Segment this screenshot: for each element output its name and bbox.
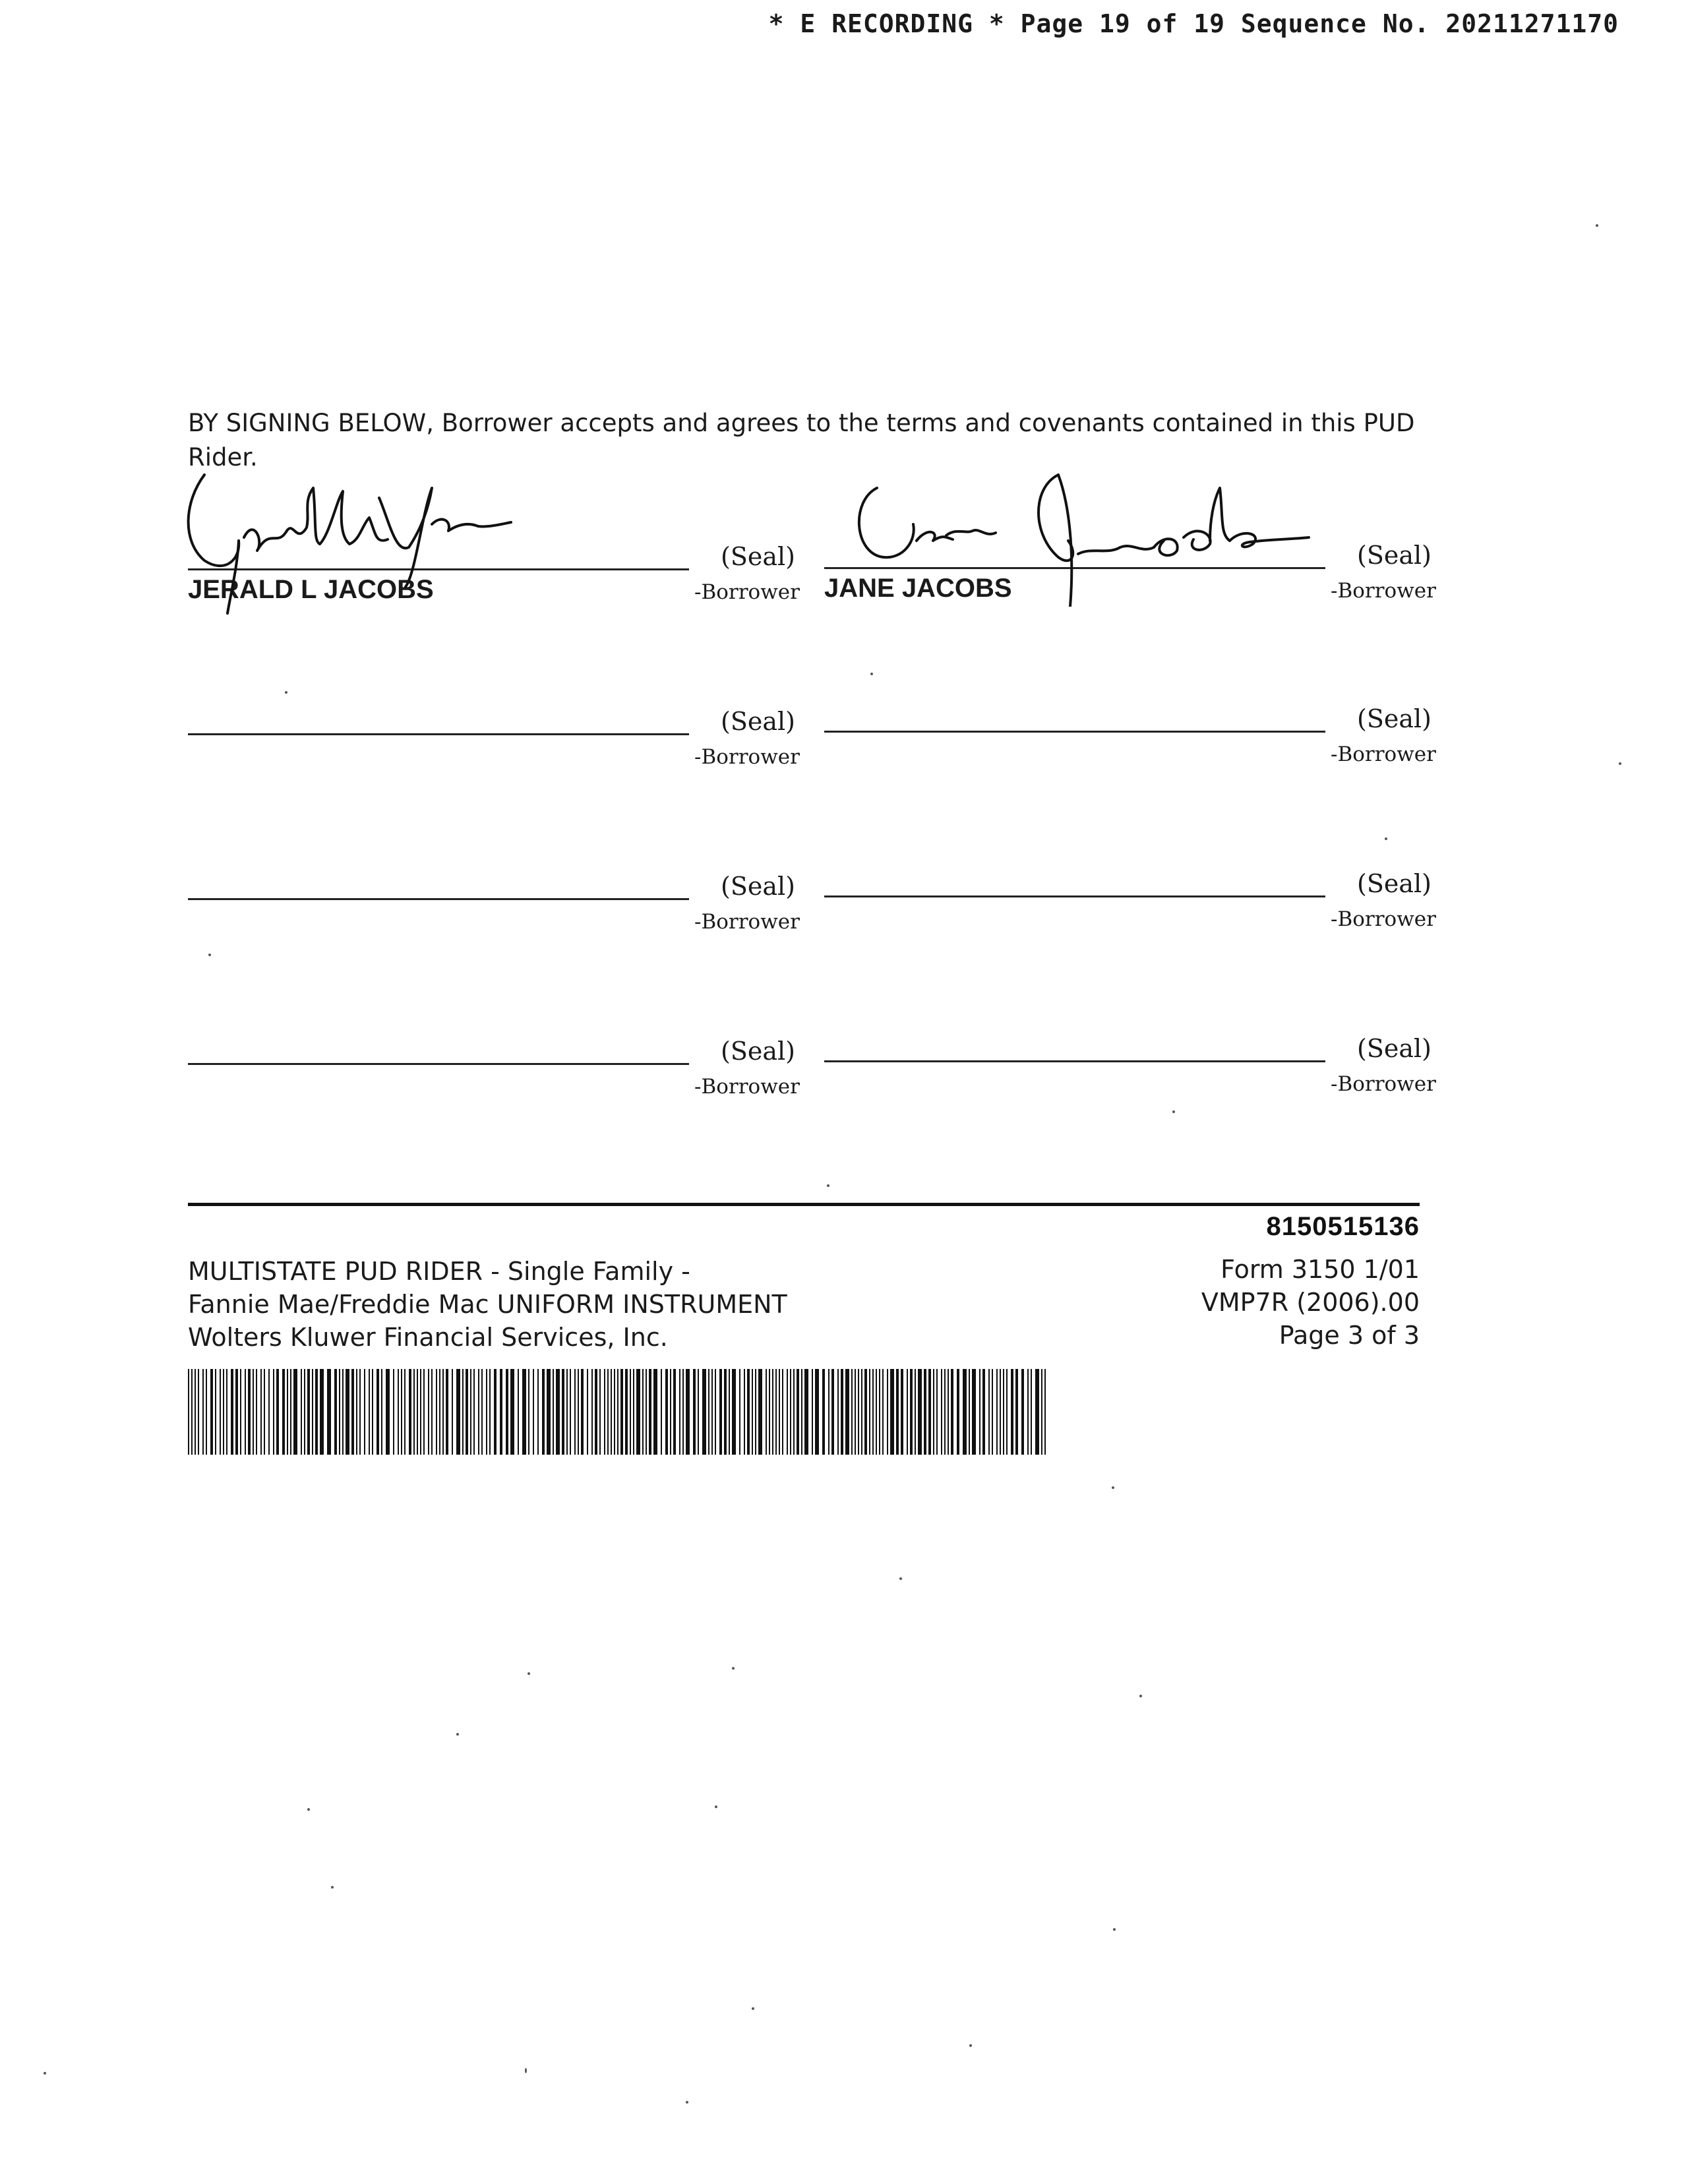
barcode-bar: [910, 1369, 913, 1455]
scan-speck: [1385, 837, 1387, 840]
signature-block-6: [824, 869, 1436, 942]
form-title-line: MULTISTATE PUD RIDER - Single Family -: [188, 1257, 690, 1286]
scan-speck: [715, 1805, 717, 1808]
barcode-bar: [779, 1369, 780, 1455]
borrower-label: -Borrower: [1331, 743, 1436, 766]
barcode-bar: [992, 1369, 993, 1455]
barcode-bar: [969, 1369, 970, 1455]
barcode-bar: [223, 1369, 224, 1455]
barcode-bar: [356, 1369, 357, 1455]
barcode-bar: [436, 1369, 437, 1455]
scan-speck: [686, 2101, 688, 2104]
barcode-bar: [804, 1369, 808, 1455]
barcode-bar: [698, 1369, 699, 1455]
barcode-bar: [1006, 1369, 1008, 1455]
seal-label: (Seal): [1357, 869, 1432, 898]
barcode-bar: [963, 1369, 967, 1455]
signature-block-8: [824, 1034, 1436, 1107]
barcode-bar: [304, 1369, 305, 1455]
barcode-bar: [470, 1369, 471, 1455]
barcode-bar: [506, 1369, 508, 1455]
barcode-bar: [533, 1369, 534, 1455]
borrower-label: -Borrower: [1331, 1072, 1436, 1096]
barcode-bar: [636, 1369, 640, 1455]
signature-block-2: [824, 541, 1436, 613]
barcode-bar: [562, 1369, 564, 1455]
barcode-bar: [719, 1369, 722, 1455]
barcode-bar: [293, 1369, 297, 1455]
scan-speck: [1596, 224, 1598, 227]
barcode-bar: [537, 1369, 539, 1455]
barcode-bar: [879, 1369, 880, 1455]
borrower-label: -Borrower: [694, 580, 800, 604]
barcode-bar: [210, 1369, 213, 1455]
barcode-bar: [837, 1369, 839, 1455]
barcode-bar: [547, 1369, 551, 1455]
barcode-bar: [646, 1369, 647, 1455]
signature-line: [188, 733, 689, 735]
barcode-bar: [739, 1369, 740, 1455]
barcode-bar: [494, 1369, 497, 1455]
signature-line: [188, 568, 689, 570]
barcode-bar: [566, 1369, 568, 1455]
barcode-bar: [401, 1369, 402, 1455]
barcode-bar: [876, 1369, 877, 1455]
barcode-bar: [312, 1369, 313, 1455]
barcode-bar: [191, 1369, 193, 1455]
form-title-line: Wolters Kluwer Financial Services, Inc.: [188, 1323, 668, 1352]
seal-label: (Seal): [721, 707, 795, 736]
barcode-bar: [936, 1369, 938, 1455]
barcode-bar: [887, 1369, 888, 1455]
barcode-bar: [693, 1369, 696, 1455]
barcode-bar: [198, 1369, 199, 1455]
barcode-bar: [724, 1369, 727, 1455]
barcode-bar: [456, 1369, 460, 1455]
barcode-bar: [556, 1369, 560, 1455]
barcode-bar: [220, 1369, 221, 1455]
signer-name-2: JANE JACOBS: [824, 574, 1012, 603]
barcode-bar: [393, 1369, 394, 1455]
scan-speck: [969, 2044, 972, 2047]
barcode-bar: [766, 1369, 767, 1455]
barcode-bar: [206, 1369, 207, 1455]
barcode-bar: [915, 1369, 916, 1455]
borrower-label: -Borrower: [1331, 907, 1436, 931]
scan-speck: [899, 1577, 902, 1580]
barcode-bar: [581, 1369, 584, 1455]
barcode-bar: [633, 1369, 634, 1455]
barcode-bar: [686, 1369, 690, 1455]
signature-line: [824, 1060, 1325, 1062]
barcode-bar: [287, 1369, 288, 1455]
signature-line: [824, 731, 1325, 733]
signature-block-4: [824, 704, 1436, 777]
barcode-bar: [841, 1369, 843, 1455]
barcode-bar: [982, 1369, 985, 1455]
seal-label: (Seal): [721, 872, 795, 901]
barcode-bar: [787, 1369, 788, 1455]
barcode-bar: [661, 1369, 662, 1455]
barcode-bar: [431, 1369, 433, 1455]
signature-line: [824, 567, 1325, 569]
barcode-bar: [630, 1369, 631, 1455]
barcode-bar: [428, 1369, 429, 1455]
barcode-bar: [665, 1369, 668, 1455]
scan-speck: [307, 1808, 310, 1811]
barcode-bar: [864, 1369, 867, 1455]
barcode-bar: [851, 1369, 853, 1455]
barcode-bar: [901, 1369, 903, 1455]
barcode-bar: [260, 1369, 262, 1455]
barcode-bar: [253, 1369, 254, 1455]
barcode-bar: [372, 1369, 373, 1455]
scan-speck: [752, 2007, 754, 2010]
barcode-bar: [604, 1369, 605, 1455]
barcode-bar: [386, 1369, 390, 1455]
barcode-bar: [951, 1369, 953, 1455]
barcode-bar: [364, 1369, 365, 1455]
barcode-bar: [831, 1369, 834, 1455]
barcode-bar: [489, 1369, 491, 1455]
form-code: VMP7R (2006).00: [1201, 1288, 1420, 1317]
form-meta: [1201, 1253, 1420, 1352]
barcode-bar: [473, 1369, 475, 1455]
recording-header: * E RECORDING * Page 19 of 19 Sequence No. 20211271170: [768, 9, 1619, 38]
barcode-bar: [649, 1369, 651, 1455]
barcode-bar: [446, 1369, 448, 1455]
barcode-bar: [845, 1369, 849, 1455]
barcode-bar: [307, 1369, 310, 1455]
barcode-bar: [924, 1369, 926, 1455]
scan-speck: [870, 673, 873, 675]
barcode-bar: [481, 1369, 483, 1455]
barcode-bar: [625, 1369, 628, 1455]
barcode-bar: [188, 1369, 189, 1455]
seal-label: (Seal): [721, 1037, 795, 1066]
barcode-icon: [188, 1369, 1052, 1455]
barcode-bar: [359, 1369, 361, 1455]
barcode-bar: [510, 1369, 514, 1455]
barcode-bar: [711, 1369, 713, 1455]
barcode-bar: [439, 1369, 440, 1455]
barcode-bar: [264, 1369, 265, 1455]
signer-name-1: JERALD L JACOBS: [188, 575, 434, 604]
barcode-bar: [918, 1369, 922, 1455]
barcode-bar: [409, 1369, 411, 1455]
barcode-bar: [500, 1369, 502, 1455]
scan-speck: [44, 2072, 46, 2075]
barcode-bar: [528, 1369, 529, 1455]
scan-speck: [208, 954, 211, 956]
scan-speck: [528, 1672, 530, 1675]
barcode-bar: [320, 1369, 324, 1455]
signature-block-1: [188, 542, 800, 615]
barcode-bar: [578, 1369, 579, 1455]
barcode-bar: [542, 1369, 545, 1455]
scan-speck: [285, 691, 287, 694]
barcode-bar: [801, 1369, 802, 1455]
barcode-bar: [822, 1369, 825, 1455]
barcode-bar: [342, 1369, 344, 1455]
barcode-bar: [944, 1369, 946, 1455]
barcode-bar: [553, 1369, 554, 1455]
seal-label: (Seal): [1357, 1034, 1432, 1063]
barcode-bar: [1041, 1369, 1042, 1455]
barcode-bar: [591, 1369, 593, 1455]
barcode-bar: [972, 1369, 976, 1455]
signature-line: [188, 1063, 689, 1065]
borrower-label: -Borrower: [694, 910, 800, 934]
barcode-bar: [948, 1369, 949, 1455]
barcode-bar: [1003, 1369, 1004, 1455]
barcode-bar: [702, 1369, 706, 1455]
barcode-bar: [708, 1369, 709, 1455]
page-number: Page 3 of 3: [1279, 1321, 1420, 1350]
barcode-bar: [957, 1369, 959, 1455]
barcode-bar: [369, 1369, 370, 1455]
barcode-bar: [417, 1369, 418, 1455]
barcode-bar: [256, 1369, 257, 1455]
barcode-bar: [828, 1369, 829, 1455]
signature-line: [824, 895, 1325, 897]
form-title: [188, 1255, 787, 1354]
barcode-bar: [1031, 1369, 1032, 1455]
barcode-bar: [933, 1369, 934, 1455]
form-number: Form 3150 1/01: [1221, 1255, 1420, 1284]
barcode-bar: [442, 1369, 444, 1455]
barcode-bar: [611, 1369, 612, 1455]
barcode-bar: [226, 1369, 227, 1455]
barcode-bar: [570, 1369, 571, 1455]
barcode-bar: [268, 1369, 270, 1455]
barcode-bar: [334, 1369, 337, 1455]
barcode-bar: [890, 1369, 894, 1455]
barcode-bar: [907, 1369, 908, 1455]
barcode-bar: [653, 1369, 657, 1455]
barcode-bar: [715, 1369, 716, 1455]
barcode-bar: [1044, 1369, 1046, 1455]
barcode-bar: [346, 1369, 349, 1455]
scan-speck: [1112, 1486, 1114, 1489]
barcode-bar: [301, 1369, 302, 1455]
barcode-bar: [642, 1369, 644, 1455]
barcode-bar: [793, 1369, 795, 1455]
barcode-bar: [462, 1369, 464, 1455]
barcode-bar: [587, 1369, 588, 1455]
barcode-bar: [486, 1369, 487, 1455]
barcode-bar: [466, 1369, 468, 1455]
barcode-bar: [195, 1369, 196, 1455]
barcode-bar: [744, 1369, 745, 1455]
barcode-bar: [574, 1369, 576, 1455]
barcode-bar: [398, 1369, 399, 1455]
signature-block-3: [188, 707, 800, 779]
barcode-bar: [679, 1369, 680, 1455]
loan-number: 8150515136: [1266, 1212, 1420, 1241]
barcode-bar: [478, 1369, 479, 1455]
barcode-bar: [617, 1369, 618, 1455]
barcode-bar: [620, 1369, 623, 1455]
borrower-label: -Borrower: [694, 1075, 800, 1099]
barcode-bar: [1021, 1369, 1024, 1455]
barcode-bar: [755, 1369, 756, 1455]
barcode-bar: [996, 1369, 998, 1455]
barcode-bar: [240, 1369, 241, 1455]
borrower-label: -Borrower: [1331, 579, 1436, 603]
barcode-bar: [896, 1369, 899, 1455]
barcode-bar: [747, 1369, 750, 1455]
barcode-bar: [1015, 1369, 1018, 1455]
barcode-bar: [858, 1369, 859, 1455]
barcode-bar: [339, 1369, 340, 1455]
form-title-line: Fannie Mae/Freddie Mac UNIFORM INSTRUMENT: [188, 1290, 787, 1319]
barcode-bar: [928, 1369, 931, 1455]
barcode-bar: [869, 1369, 870, 1455]
barcode-bar: [595, 1369, 597, 1455]
barcode-bar: [1027, 1369, 1029, 1455]
barcode-bar: [404, 1369, 406, 1455]
barcode-bar: [673, 1369, 676, 1455]
scan-speck: [732, 1667, 735, 1670]
barcode-bar: [772, 1369, 773, 1455]
barcode-bar: [282, 1369, 285, 1455]
seal-label: (Seal): [721, 542, 795, 571]
barcode-bar: [752, 1369, 753, 1455]
barcode-bar: [599, 1369, 601, 1455]
barcode-bar: [979, 1369, 980, 1455]
barcode-bar: [758, 1369, 762, 1455]
barcode-bar: [377, 1369, 379, 1455]
barcode-bar: [423, 1369, 425, 1455]
barcode-bar: [351, 1369, 354, 1455]
barcode-bar: [518, 1369, 519, 1455]
barcode-bar: [1011, 1369, 1013, 1455]
borrower-label: -Borrower: [694, 745, 800, 769]
barcode-bar: [882, 1369, 884, 1455]
barcode-bar: [413, 1369, 415, 1455]
barcode-bar: [248, 1369, 251, 1455]
barcode-bar: [1035, 1369, 1039, 1455]
footer-rule: [188, 1203, 1420, 1206]
seal-label: (Seal): [1357, 704, 1432, 733]
scan-speck: [1113, 1928, 1116, 1931]
barcode-bar: [790, 1369, 791, 1455]
scan-speck: [1619, 762, 1621, 765]
barcode-bar: [775, 1369, 777, 1455]
signature-block-7: [188, 1037, 800, 1109]
barcode-bar: [607, 1369, 609, 1455]
signature-line: [188, 898, 689, 900]
barcode-bar: [452, 1369, 453, 1455]
barcode-bar: [855, 1369, 856, 1455]
barcode-bar: [614, 1369, 615, 1455]
barcode-bar: [988, 1369, 990, 1455]
barcode-bar: [273, 1369, 274, 1455]
barcode-bar: [327, 1369, 331, 1455]
barcode-bar: [769, 1369, 770, 1455]
scan-speck: [1172, 1110, 1175, 1113]
barcode-bar: [245, 1369, 246, 1455]
scan-speck: [827, 1184, 829, 1187]
barcode-bar: [315, 1369, 318, 1455]
barcode-bar: [290, 1369, 291, 1455]
seal-label: (Seal): [1357, 541, 1432, 570]
barcode-bar: [276, 1369, 279, 1455]
scan-speck: [525, 2068, 527, 2073]
barcode-bar: [861, 1369, 862, 1455]
signature-block-5: [188, 872, 800, 944]
barcode-bar: [202, 1369, 204, 1455]
barcode-bar: [812, 1369, 813, 1455]
barcode-bar: [732, 1369, 736, 1455]
barcode-bar: [1000, 1369, 1001, 1455]
barcode-bar: [231, 1369, 233, 1455]
intro-text: BY SIGNING BELOW, Borrower accepts and agrees to the terms and covenants contained in this PUD Rider.: [188, 409, 1415, 471]
barcode-bar: [420, 1369, 421, 1455]
barcode-bar: [782, 1369, 783, 1455]
barcode-bar: [215, 1369, 216, 1455]
barcode-bar: [682, 1369, 684, 1455]
barcode-bar: [815, 1369, 819, 1455]
barcode-bar: [381, 1369, 382, 1455]
barcode-bar: [670, 1369, 671, 1455]
barcode-bar: [872, 1369, 874, 1455]
scan-speck: [1139, 1695, 1142, 1697]
barcode-bar: [522, 1369, 526, 1455]
barcode-bar: [797, 1369, 799, 1455]
barcode-bar: [235, 1369, 238, 1455]
barcode-bar: [941, 1369, 942, 1455]
scan-speck: [331, 1886, 334, 1889]
scan-speck: [456, 1733, 459, 1736]
barcode-bar: [729, 1369, 730, 1455]
